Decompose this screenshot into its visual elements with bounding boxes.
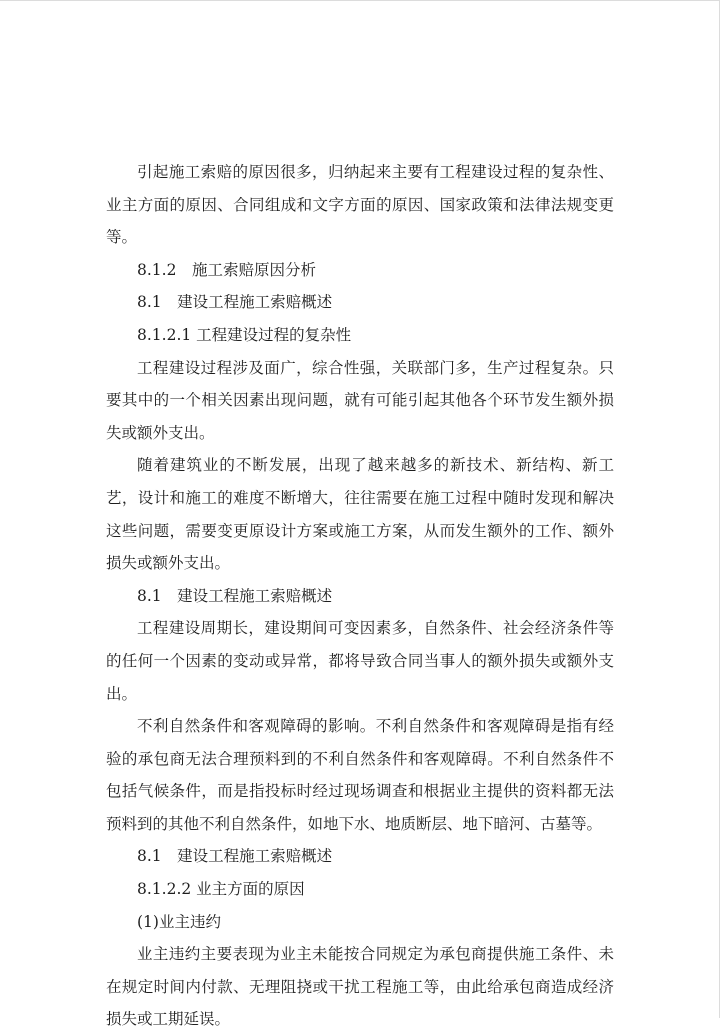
paragraph-owner-breach: 业主违约主要表现为业主未能按合同规定为承包商提供施工条件、未在规定时间内付款、无理阻挠或干扰工程施工等，由此给承包商造成经济损失或工期延误。 (106, 945, 614, 1029)
paragraph-complexity: 工程建设过程涉及面广，综合性强，关联部门多，生产过程复杂。只要其中的一个相关因素出现问题，就有可能引起其他各个环节发生额外损失或额外支出。 (106, 358, 614, 442)
document-body (106, 156, 614, 1036)
heading-owner-breach: (1)业主违约 (137, 912, 221, 931)
paragraph-natural-conditions: 不利自然条件和客观障碍的影响。不利自然条件和客观障碍是指有经验的承包商无法合理预料到的不利自然条件和客观障碍。不利自然条件不包括气候条件，而是指投标时经过现场调查和根据业主提供的资料都无法预料到的其他不利自然条件，如地下水、地质断层、地下暗河、古墓等。 (106, 717, 614, 833)
heading-8-1-overview: 8.1 建设工程施工索赔概述 (137, 847, 333, 866)
heading-8-1-2-1: 8.1.2.1 工程建设过程的复杂性 (137, 325, 352, 344)
heading-8-1-2-2: 8.1.2.2 业主方面的原因 (137, 880, 305, 899)
paragraph-new-technology: 随着建筑业的不断发展，出现了越来越多的新技术、新结构、新工艺，设计和施工的难度不断增大，往往需要在施工过程中随时发现和解决这些问题，需要变更原设计方案或施工方案，从而发生额外的工作、额外损失或额外支出。 (106, 456, 614, 573)
paragraph-claim-causes: 引起施工索赔的原因很多，归纳起来主要有工程建设过程的复杂性、业主方面的原因、合同组成和文字方面的原因、国家政策和法律法规变更等。 (106, 163, 614, 247)
paragraph-long-period: 工程建设周期长，建设期间可变因素多，自然条件、社会经济条件等的任何一个因素的变动或异常，都将导致合同当事人的额外损失或额外支出。 (106, 619, 614, 703)
heading-8-1-overview: 8.1 建设工程施工索赔概述 (137, 586, 333, 605)
heading-8-1-overview: 8.1 建设工程施工索赔概述 (137, 293, 333, 312)
heading-8-1-2: 8.1.2 施工索赔原因分析 (137, 260, 316, 279)
